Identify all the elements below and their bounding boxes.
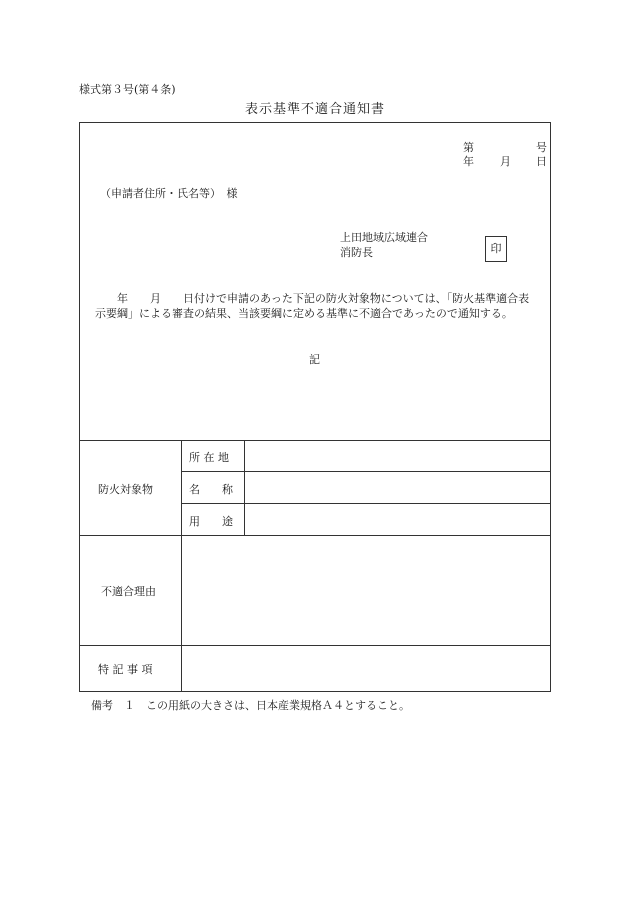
notice-body-text: 年 月 日付けで申請のあった下記の防火対象物については、「防火基準適合表示要綱」による審査の結果、当該要綱に定める基準に不適合であったので通知する。 [95,292,530,320]
number-prefix: 第 [463,141,474,154]
target-label: 防火対象物 [98,483,153,496]
date-day: 日 [536,155,547,168]
issuer-title: 消防長 [340,246,373,259]
remarks-label: 特 記 事 項 [98,663,153,676]
form-number-label: 様式第３号(第４条) [79,83,176,96]
column-divider-1 [181,440,182,692]
date-month: 月 [500,155,511,168]
number-suffix: 号 [536,141,547,154]
row-divider-4 [79,645,551,646]
date-year: 年 [463,155,474,168]
row-divider-1 [181,471,551,472]
form-frame [79,122,551,692]
row-divider-3 [79,535,551,536]
location-label: 所 在 地 [189,451,229,464]
issuer-org: 上田地域広域連合 [340,231,428,244]
footnote: 備考 １ この用紙の大きさは、日本産業規格Ａ４とすること。 [91,699,410,712]
table-top-line [79,440,551,441]
addressee: （申請者住所・氏名等） 様 [100,187,238,200]
row-divider-2 [181,503,551,504]
seal-box: 印 [485,236,507,262]
reason-label: 不適合理由 [101,585,156,598]
document-title: 表示基準不適合通知書 [244,102,385,117]
column-divider-2 [244,440,245,535]
note-heading: 記 [309,353,320,366]
use-label: 用 途 [189,515,233,528]
name-label: 名 称 [189,483,233,496]
